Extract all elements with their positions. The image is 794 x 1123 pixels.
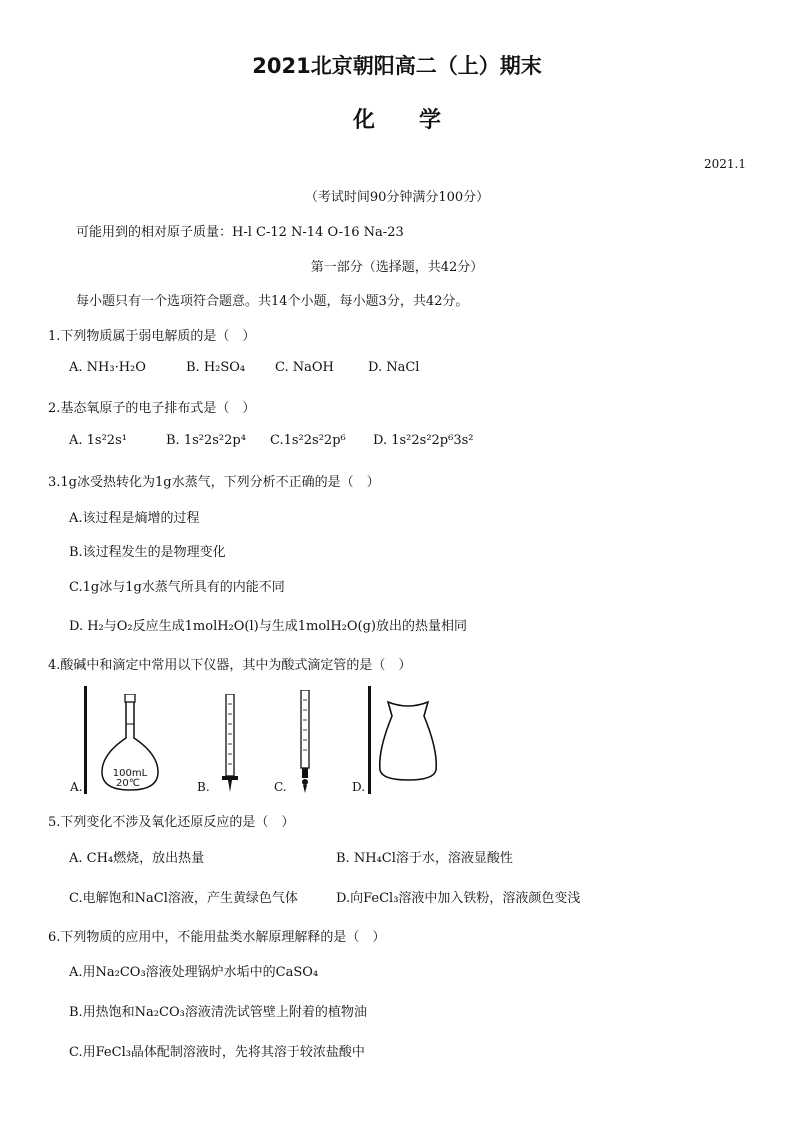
q4-label-b: B. [197, 780, 210, 794]
atomic-masses: 可能用到的相对原子质量：H-l C-12 N-14 O-16 Na-23 [76, 225, 404, 240]
part1-instructions: 每小题只有一个选项符合题意。共14个小题，每小题3分，共42分。 [76, 294, 469, 309]
q2-option-b: B. 1s²2s²2p⁴ [166, 433, 246, 448]
q5-option-d: D.向FeCl₃溶液中加入铁粉，溶液颜色变浅 [336, 891, 581, 906]
q2-option-d: D. 1s²2s²2p⁶3s² [373, 433, 474, 448]
page-title: 2021北京朝阳高二（上）期末 [252, 54, 542, 78]
q2-option-a: A. 1s²2s¹ [69, 433, 127, 448]
question-3-stem: 3.1g冰受热转化为1g水蒸气，下列分析不正确的是（ ） [48, 475, 380, 490]
q3-option-b: B.该过程发生的是物理变化 [69, 545, 226, 560]
q6-option-c: C.用FeCl₃晶体配制溶液时，先将其溶于较浓盐酸中 [69, 1045, 365, 1060]
volumetric-flask-icon [96, 694, 166, 794]
q4-label-a: A. [70, 780, 83, 794]
q6-option-b: B.用热饱和Na₂CO₃溶液清洗试管壁上附着的植物油 [69, 1005, 367, 1020]
exam-date: 2021.1 [704, 157, 746, 171]
figure-border-left [84, 686, 87, 794]
question-6-stem: 6.下列物质的应用中，不能用盐类水解原理解释的是（ ） [48, 930, 386, 945]
q1-option-c: C. NaOH [275, 360, 334, 375]
base-burette-icon [293, 690, 317, 794]
q1-option-b: B. H₂SO₄ [186, 360, 246, 375]
subject-title: 化学 [352, 108, 485, 133]
q3-option-a: A.该过程是熵增的过程 [69, 511, 200, 526]
question-4-stem: 4.酸碱中和滴定中常用以下仪器，其中为酸式滴定管的是（ ） [48, 658, 412, 673]
flask-volume-text: 100mL [112, 768, 148, 779]
figure-border-right [368, 686, 371, 794]
part1-title: 第一部分（选择题，共42分） [310, 260, 484, 275]
question-5-stem: 5.下列变化不涉及氧化还原反应的是（ ） [48, 815, 295, 830]
flask-temp-text: 20℃ [116, 778, 140, 789]
q4-label-d: D. [352, 780, 366, 794]
conical-flask-icon [374, 700, 440, 782]
q1-option-a: A. NH₃·H₂O [69, 360, 146, 375]
q3-option-d: D. H₂与O₂反应生成1molH₂O(l)与生成1molH₂O(g)放出的热量相同 [69, 619, 467, 634]
q5-option-c: C.电解饱和NaCl溶液，产生黄绿色气体 [69, 891, 298, 906]
q4-label-c: C. [274, 780, 287, 794]
q6-option-a: A.用Na₂CO₃溶液处理锅炉水垢中的CaSO₄ [69, 965, 319, 980]
q2-option-c: C.1s²2s²2p⁶ [270, 433, 346, 448]
question-2-stem: 2.基态氧原子的电子排布式是（ ） [48, 401, 256, 416]
acid-burette-icon [218, 694, 242, 794]
q5-option-a: A. CH₄燃烧，放出热量 [69, 851, 205, 866]
question-1-stem: 1.下列物质属于弱电解质的是（ ） [48, 329, 256, 344]
q1-option-d: D. NaCl [368, 360, 420, 375]
q5-option-b: B. NH₄Cl溶于水，溶液显酸性 [336, 851, 513, 866]
q3-option-c: C.1g冰与1g水蒸气所具有的内能不同 [69, 580, 285, 595]
exam-info: （考试时间90分钟满分100分） [304, 190, 490, 205]
